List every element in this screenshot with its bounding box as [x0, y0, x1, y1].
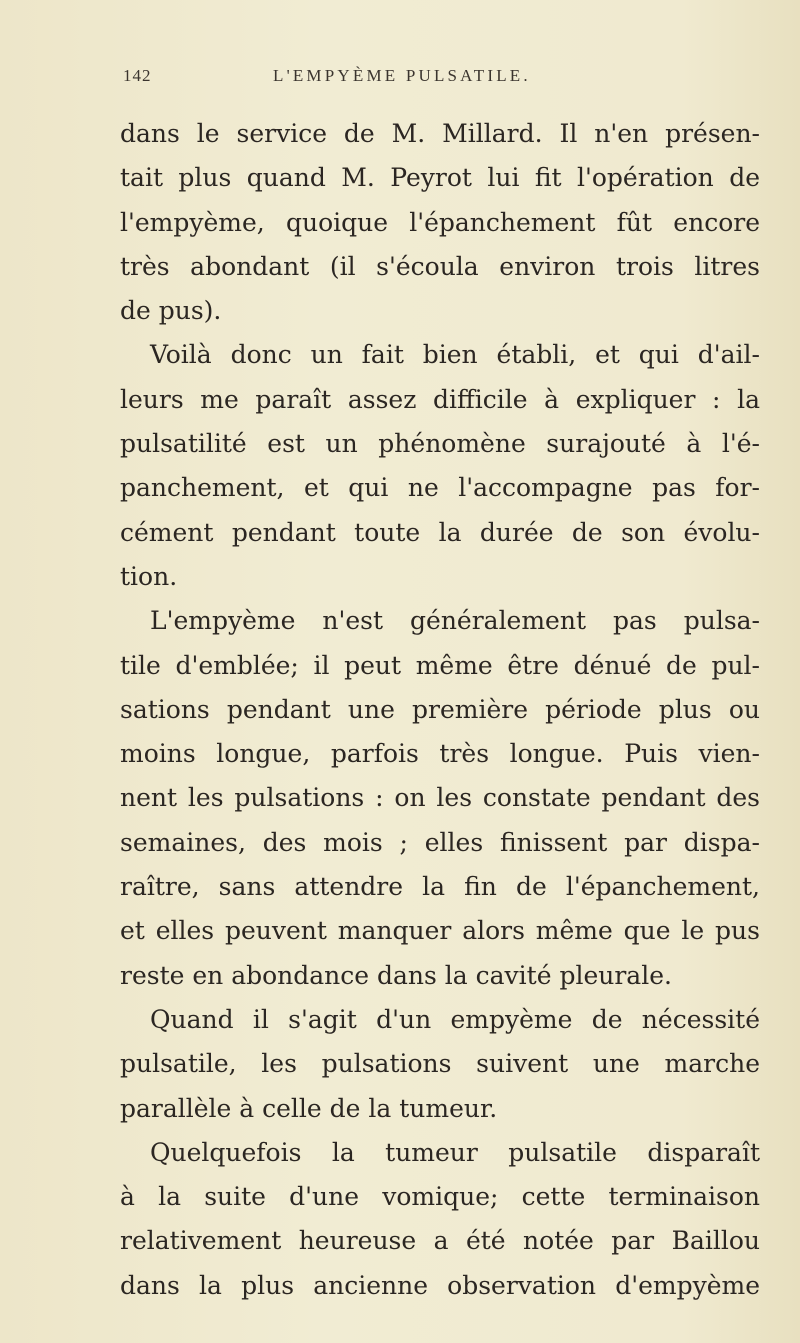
running-title: L'EMPYÈME PULSATILE.: [273, 66, 531, 85]
text-line: relativement heureuse a été notée par Baillou: [120, 1226, 760, 1256]
text-line: tait plus quand M. Peyrot lui fit l'opération de: [120, 163, 760, 193]
text-line: semaines, des mois ; elles finissent par dispa-: [120, 827, 760, 857]
text-line: tile d'emblée; il peut même être dénué de pul-: [120, 650, 760, 680]
text-line: de pus).: [120, 296, 222, 326]
text-line: nent les pulsations : on les constate pendant des: [120, 783, 760, 813]
text-line: et elles peuvent manquer alors même que le pus: [120, 916, 760, 946]
page-header: [123, 66, 753, 90]
text-line: panchement, et qui ne l'accompagne pas for-: [120, 473, 760, 503]
text-line: pulsatile, les pulsations suivent une marche: [120, 1049, 760, 1079]
text-line: moins longue, parfois très longue. Puis vien-: [120, 739, 760, 769]
text-line: dans le service de M. Millard. Il n'en présen-: [120, 119, 760, 148]
text-line: leurs me paraît assez difficile à expliquer : la: [120, 384, 760, 414]
text-line: Voilà donc un fait bien établi, et qui d'ail-: [150, 340, 760, 370]
text-line: L'empyème n'est généralement pas pulsa-: [150, 606, 760, 636]
page-number: 142: [123, 66, 152, 85]
text-line: Quand il s'agit d'un empyème de nécessité: [150, 1004, 760, 1034]
text-line: reste en abondance dans la cavité pleurale.: [120, 960, 672, 990]
text-line: raître, sans attendre la fin de l'épanchement,: [120, 872, 760, 902]
text-line: à la suite d'une vomique; cette terminaison: [120, 1182, 760, 1212]
text-line: cément pendant toute la durée de son évolu-: [120, 517, 760, 547]
text-line: pulsatilité est un phénomène surajouté à l'é-: [120, 429, 760, 459]
body-text: [120, 112, 760, 1308]
text-line: parallèle à celle de la tumeur.: [120, 1093, 498, 1123]
text-line: Quelquefois la tumeur pulsatile disparaît: [150, 1137, 760, 1167]
text-line: l'empyème, quoique l'épanchement fût encore: [120, 207, 760, 237]
text-line: tion.: [120, 561, 178, 591]
text-line: dans la plus ancienne observation d'empyème: [120, 1270, 760, 1300]
text-line: très abondant (il s'écoula environ trois litres: [120, 251, 760, 281]
text-line: sations pendant une première période plus ou: [120, 694, 760, 724]
